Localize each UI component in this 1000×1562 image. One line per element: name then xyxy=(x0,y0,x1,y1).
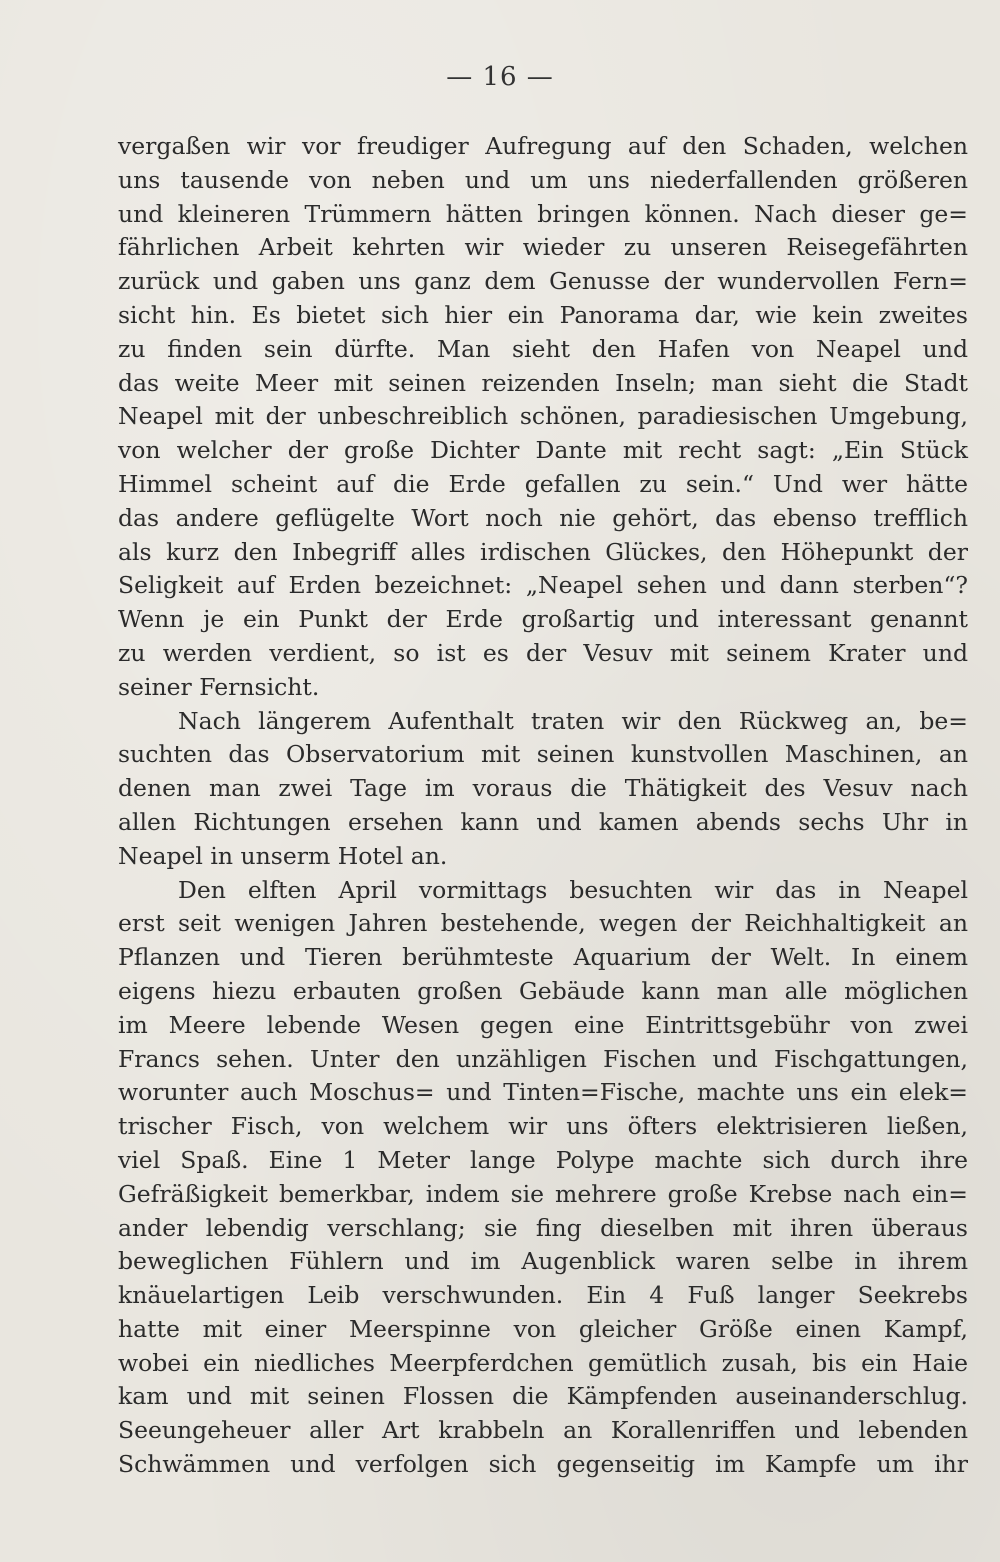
text-line: Seeungeheuer aller Art krabbeln an Korallenriffen und lebenden xyxy=(118,1416,968,1445)
text-line: suchten das Observatorium mit seinen kunstvollen Maschinen, an xyxy=(118,740,968,769)
text-line: das andere geflügelte Wort noch nie gehört, das ebenso trefflich xyxy=(118,503,968,532)
text-line: Francs sehen. Unter den unzähligen Fischen und Fischgattungen, xyxy=(118,1044,968,1073)
text-line: eigens hiezu erbauten großen Gebäude kann man alle möglichen xyxy=(118,976,968,1005)
text-line: denen man zwei Tage im voraus die Thätigkeit des Vesuv nach xyxy=(118,774,968,803)
text-line: Seligkeit auf Erden bezeichnet: „Neapel sehen und dann sterben“? xyxy=(118,571,968,600)
text-line: sicht hin. Es bietet sich hier ein Panorama dar, wie kein zweites xyxy=(118,300,968,329)
page-number: — 16 — xyxy=(446,62,554,92)
text-line: Gefräßigkeit bemerkbar, indem sie mehrere große Krebse nach ein= xyxy=(118,1179,968,1208)
text-line: das weite Meer mit seinen reizenden Inseln; man sieht die Stadt xyxy=(118,368,968,397)
text-line: Pflanzen und Tieren berühmteste Aquarium der Welt. In einem xyxy=(118,943,968,972)
text-line: hatte mit einer Meerspinne von gleicher Größe einen Kampf, xyxy=(118,1314,968,1343)
text-line: Neapel in unserm Hotel an. xyxy=(118,841,448,870)
body-text xyxy=(118,130,968,1482)
text-line: Wenn je ein Punkt der Erde großartig und interessant genannt xyxy=(118,605,968,634)
text-line: als kurz den Inbegriff alles irdischen Glückes, den Höhepunkt der xyxy=(118,537,968,566)
text-line: erst seit wenigen Jahren bestehende, wegen der Reichhaltigkeit an xyxy=(118,909,968,938)
text-line: ander lebendig verschlang; sie fing dieselben mit ihren überaus xyxy=(118,1213,968,1242)
text-line: knäuelartigen Leib verschwunden. Ein 4 Fuß langer Seekrebs xyxy=(118,1281,968,1310)
text-line: viel Spaß. Eine 1 Meter lange Polype machte sich durch ihre xyxy=(118,1145,968,1174)
text-line: trischer Fisch, von welchem wir uns öfters elektrisieren ließen, xyxy=(118,1112,968,1141)
text-line: vergaßen wir vor freudiger Aufregung auf den Schaden, welchen xyxy=(118,132,968,160)
text-line: zurück und gaben uns ganz dem Genusse der wundervollen Fern= xyxy=(118,267,968,296)
text-line: im Meere lebende Wesen gegen eine Eintrittsgebühr von zwei xyxy=(118,1010,968,1039)
text-line: kam und mit seinen Flossen die Kämpfenden auseinanderschlug. xyxy=(118,1382,968,1411)
text-line: allen Richtungen ersehen kann und kamen abends sechs Uhr in xyxy=(118,807,968,836)
text-line: zu werden verdient, so ist es der Vesuv mit seinem Krater und xyxy=(118,638,968,667)
paragraph-start-line: Nach längerem Aufenthalt traten wir den Rückweg an, be= xyxy=(178,706,968,735)
text-line: beweglichen Fühlern und im Augenblick waren selbe in ihrem xyxy=(118,1247,968,1276)
text-line: fährlichen Arbeit kehrten wir wieder zu unseren Reisegefährten xyxy=(118,233,968,262)
text-line: zu finden sein dürfte. Man sieht den Hafen von Neapel und xyxy=(118,334,968,363)
text-line: Schwämmen und verfolgen sich gegenseitig im Kampfe um ihr xyxy=(118,1450,968,1479)
text-line: Neapel mit der unbeschreiblich schönen, paradiesischen Umgebung, xyxy=(118,402,968,431)
text-line: wobei ein niedliches Meerpferdchen gemütlich zusah, bis ein Haie xyxy=(118,1348,968,1377)
text-line: worunter auch Moschus= und Tinten=Fische, machte uns ein elek= xyxy=(118,1078,968,1107)
text-line: von welcher der große Dichter Dante mit recht sagt: „Ein Stück xyxy=(118,436,968,465)
text-line: Himmel scheint auf die Erde gefallen zu sein.“ Und wer hätte xyxy=(118,469,968,498)
text-line: und kleineren Trümmern hätten bringen können. Nach dieser ge= xyxy=(118,199,968,228)
text-line: seiner Fernsicht. xyxy=(118,672,320,701)
text-line: uns tausende von neben und um uns niederfallenden größeren xyxy=(118,165,968,194)
paragraph-start-line: Den elften April vormittags besuchten wir das in Neapel xyxy=(178,875,968,904)
